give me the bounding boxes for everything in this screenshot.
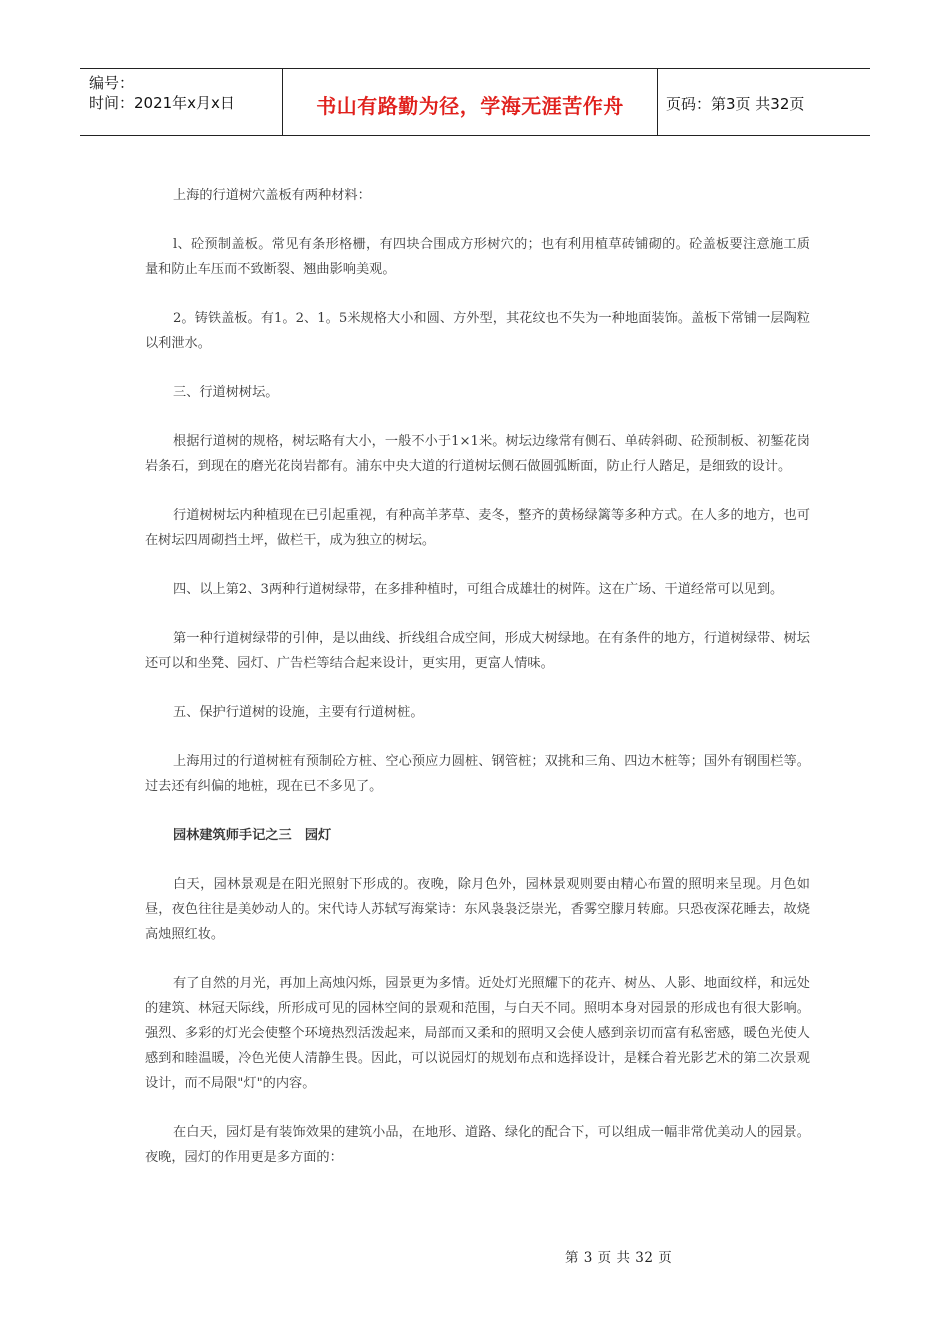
- paragraph: 第一种行道树绿带的引伸，是以曲线、折线组合成空间，形成大树绿地。在有条件的地方，行道树绿带、树坛还可以和坐凳、园灯、广告栏等结合起来设计，更实用，更富人情味。: [145, 631, 810, 671]
- header-meta: [80, 69, 283, 135]
- document-number-label: 编号：: [89, 74, 135, 92]
- paragraph: 上海用过的行道树桩有预制砼方桩、空心预应力圆桩、钢管桩；双挑和三角、四边木桩等；国外有钢围栏等。过去还有纠偏的地桩，现在已不多见了。: [145, 754, 810, 794]
- paragraph: 2。铸铁盖板。有1。2、1。5米规格大小和圆、方外型，其花纹也不失为一种地面装饰。盖板下常铺一层陶粒以利泄水。: [145, 311, 810, 351]
- chapter-title: 园林建筑师手记之三 园灯: [173, 828, 332, 843]
- page-header: [80, 68, 870, 136]
- paragraph: 上海的行道树穴盖板有两种材料：: [173, 188, 371, 203]
- document-date: 时间：2021年x月x日: [89, 94, 235, 112]
- section-heading: 三、行道树树坛。: [173, 385, 279, 400]
- paragraph: 有了自然的月光，再加上高烛闪烁，园景更为多情。近处灯光照耀下的花卉、树丛、人影、地面纹样，和远处的建筑、林冠天际线，所形成可见的园林空间的景观和范围，与白天不同。照明本身对园景的形成也有很大影响。强烈、多彩的灯光会使整个环境热烈活泼起来，局部而又柔和的照明又会使人感到亲切而富有私密感，暖色光使人感到和睦温暖，冷色光使人清静生畏。因此，可以说园灯的规划布点和选择设计，是糅合着光影艺术的第二次景观设计，而不局限"灯"的内容。: [145, 976, 810, 1091]
- paragraph: 白天，园林景观是在阳光照射下形成的。夜晚，除月色外，园林景观则要由精心布置的照明来呈现。月色如昼，夜色往往是美妙动人的。宋代诗人苏轼写海棠诗：东风袅袅泛崇光，香雾空朦月转廊。只恐夜深花睡去，故烧高烛照红妆。: [145, 877, 810, 942]
- section-heading: 四、以上第2、3两种行道树绿带，在多排种植时，可组合成雄壮的树阵。这在广场、干道经常可以见到。: [173, 582, 784, 597]
- header-motto-cell: [283, 69, 658, 135]
- header-page-info: 页码：第3页 共32页: [666, 94, 805, 113]
- paragraph: 行道树树坛内种植现在已引起重视，有种高羊茅草、麦冬，整齐的黄杨绿篱等多种方式。在人多的地方，也可在树坛四周砌挡土坪，做栏干，成为独立的树坛。: [145, 508, 810, 548]
- paragraph: 根据行道树的规格，树坛略有大小，一般不小于1×1米。树坛边缘常有侧石、单砖斜砌、砼预制板、初錾花岗岩条石，到现在的磨光花岗岩都有。浦东中央大道的行道树坛侧石做圆弧断面，防止行人踏足，是细致的设计。: [145, 434, 810, 474]
- page-footer: 第 3 页 共 32 页: [565, 1250, 673, 1266]
- section-heading: 五、保护行道树的设施，主要有行道树桩。: [173, 705, 424, 720]
- paragraph: 在白天，园灯是有装饰效果的建筑小品，在地形、道路、绿化的配合下，可以组成一幅非常优美动人的园景。夜晚，园灯的作用更是多方面的：: [145, 1125, 810, 1165]
- paragraph: l、砼预制盖板。常见有条形格栅，有四块合围成方形树穴的；也有利用植草砖铺砌的。砼盖板要注意施工质量和防止车压而不致断裂、翘曲影响美观。: [145, 237, 810, 277]
- motto-text: 书山有路勤为径，学海无涯苦作舟: [316, 93, 624, 118]
- document-body: [145, 183, 810, 1194]
